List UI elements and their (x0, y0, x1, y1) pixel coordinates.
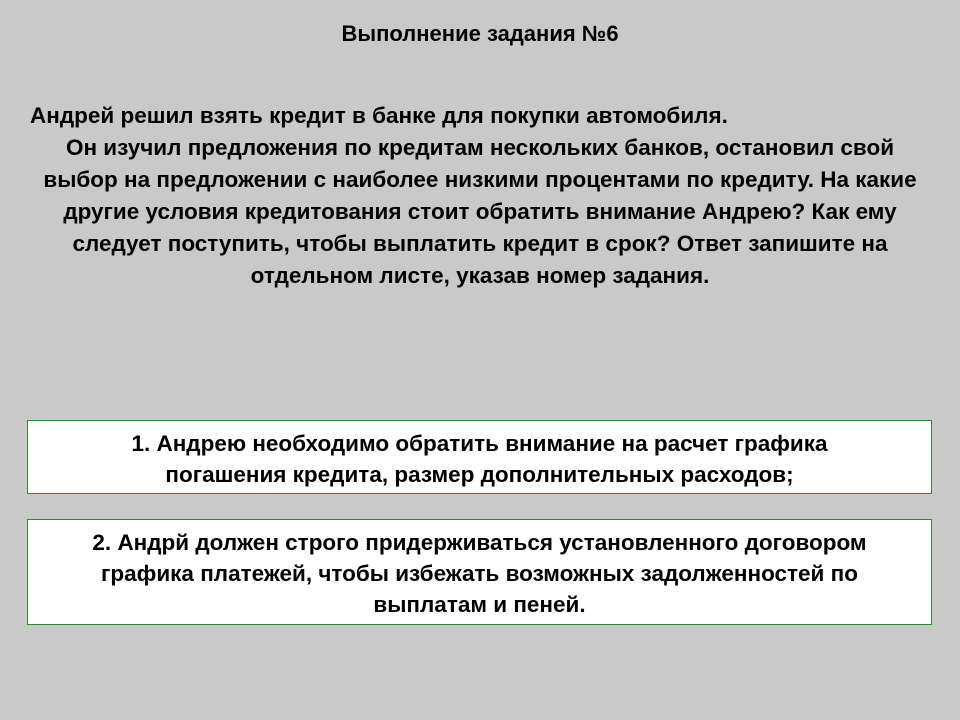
answer-box-2 (27, 519, 932, 625)
task-body: Он изучил предложения по кредитам нескольких банков, остановил свой выбор на предложении с наиболее низкими процентами по кредиту. На какие другие условия кредитования стоит обратить внимание Андрею? Как ему следует поступить, чтобы выплатить кредит в срок? Ответ запишите на отдельном листе, указав номер задания. (43, 135, 917, 288)
answer-1-text: 1. Андрею необходимо обратить внимание на расчет графика погашения кредита, размер дополнительных расходов; (131, 431, 828, 487)
answer-2-text: 2. Андрй должен строго придерживаться установленного договором графика платежей, чтобы избежать возможных задолженностей по выплатам и пеней. (92, 530, 867, 617)
task-text (30, 100, 930, 292)
answer-box-1 (27, 420, 932, 494)
task-first-line: Андрей решил взять кредит в банке для покупки автомобиля. (30, 103, 728, 128)
page-title: Выполнение задания №6 (341, 21, 619, 46)
